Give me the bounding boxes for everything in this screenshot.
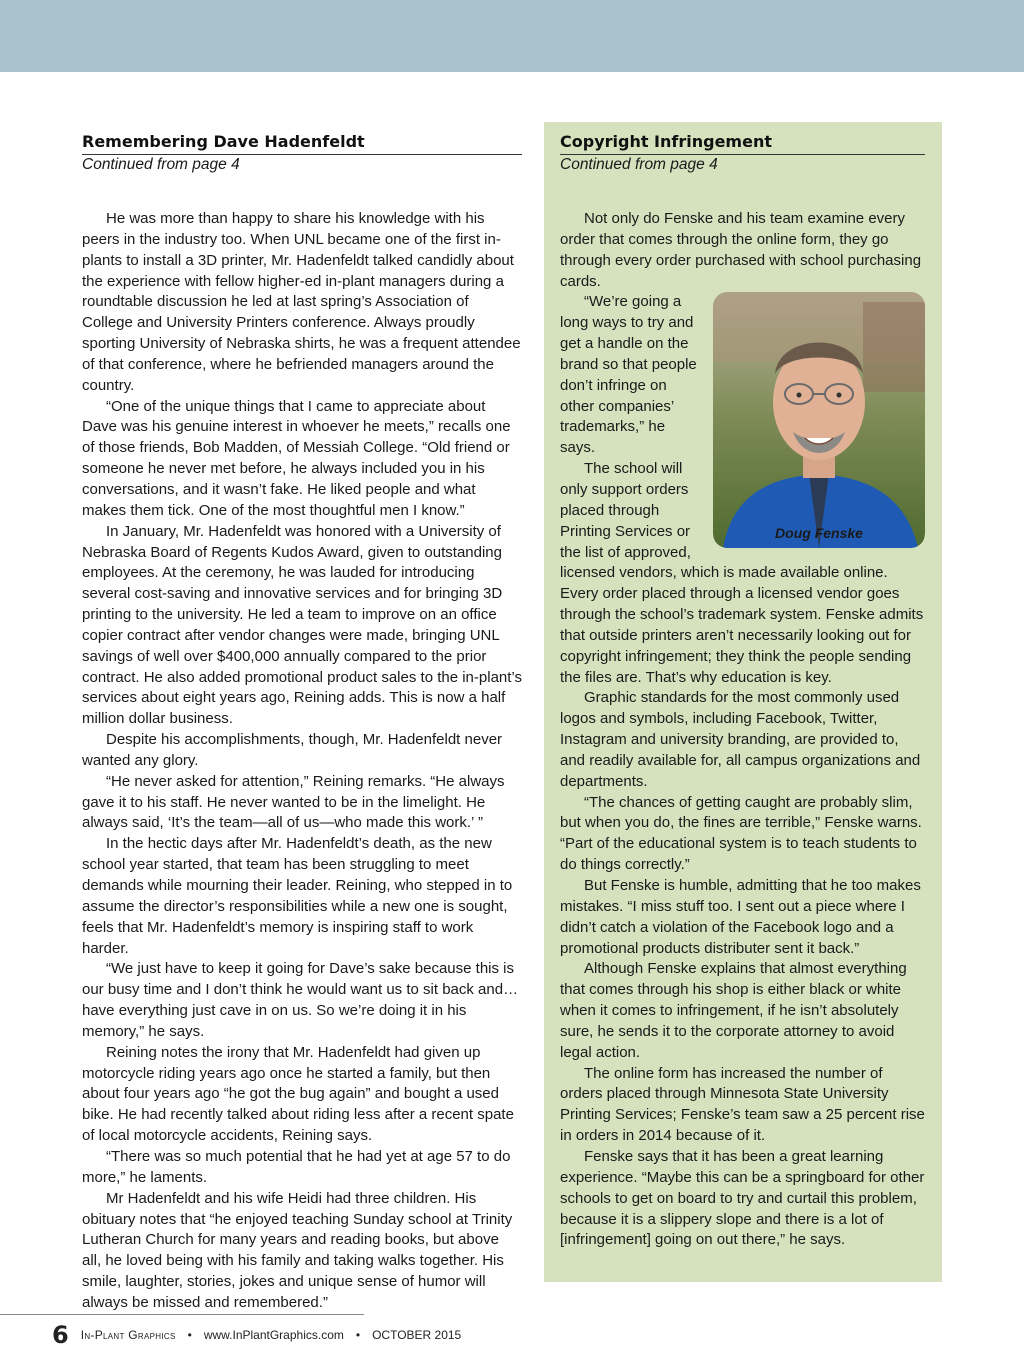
magazine-name: In-Plant Graphics (80, 1328, 176, 1342)
right-paragraph: “We’re going a long ways to try and get a handle on the brand so that people don’t infringe on other companies’ trademarks,” he says. (560, 293, 697, 457)
left-article-continued: Continued from page 4 (82, 154, 522, 177)
left-paragraph: “There was so much potential that he had yet at age 57 to do more,” he laments. (82, 1147, 511, 1186)
right-article-body (560, 209, 925, 1251)
website-link[interactable]: www.InPlantGraphics.com (203, 1328, 344, 1342)
left-paragraph: Despite his accomplishments, though, Mr. Hadenfeldt never wanted any glory. (82, 731, 503, 769)
top-color-band (0, 0, 1024, 72)
portrait-photo (713, 292, 925, 548)
left-article-body (82, 209, 522, 1314)
left-paragraph: “We just have to keep it going for Dave’s sake because this is our busy time and I don’t think he would want us to sit back and…have everything just cave in on us. So we’re doing it in his memory,” he says. (82, 960, 519, 1040)
right-article-title: Copyright Infringement (560, 132, 772, 151)
left-paragraph: In January, Mr. Hadenfeldt was honored with a University of Nebraska Board of Regents Kudos Award, given to outstanding employees. At the ceremony, he was lauded for introducing several cost-saving and innovative services and for bringing 3D printing to the university. He led a team to improve on an office copier contract after vendor changes were made, bringing UNL savings of well over $400,000 annually compared to the prior contract. He also added promotional product sales to the in-plant’s services about eight years ago, Reining adds. This is now a half million dollar business. (82, 522, 522, 728)
right-article-continued: Continued from page 4 (560, 154, 925, 177)
right-paragraph: “The chances of getting caught are probably slim, but when you do, the fines are terrible,” Fenske warns. “Part of the educational system is to teach students to do things correctly.” (560, 793, 922, 874)
left-paragraph: Mr Hadenfeldt and his wife Heidi had three children. His obituary notes that “he enjoyed teaching Sunday school at Trinity Lutheran Church for many years and reading books, but above all, he loved being with his family and taking walks together. His smile, laughter, stories, jokes and unique sense of humor will always be missed and remembered.” (82, 1189, 513, 1311)
page-number: 6 (52, 1321, 69, 1349)
page-footer (52, 1320, 461, 1350)
right-article (560, 130, 925, 1251)
right-paragraph: Fenske says that it has been a great learning experience. “Maybe this can be a springboard for other schools to get on board to try and curtail this problem, because it is a slippery slope and there is a lot of [infringement] going on out there,” he says. (560, 1147, 925, 1249)
left-article (82, 130, 522, 1314)
left-paragraph: Reining notes the irony that Mr. Hadenfeldt had given up motorcycle riding years ago once he started a family, but then about four years ago “he got the bug again” and bought a used bike. He had recently talked about riding less after a recent spate of local motorcycle accidents, Reining says. (82, 1043, 514, 1145)
issue-date: OCTOBER 2015 (372, 1328, 462, 1342)
left-paragraph: “One of the unique things that I came to appreciate about Dave was his genuine interest in whoever he meets,” recalls one of those friends, Bob Madden, of Messiah College. “Old friend or someone he never met before, he always included you in his conversations, and it wasn’t fake. He liked people and what makes them tick. One of the most thoughtful men I know.” (82, 397, 511, 519)
footer-rule (0, 1314, 364, 1315)
right-paragraph: But Fenske is humble, admitting that he too makes mistakes. “I miss stuff too. I sent out a piece where I didn’t catch a violation of the Facebook logo and a promotional products distributer sent it back.” (560, 877, 921, 957)
portrait-illustration (713, 292, 925, 548)
left-paragraph: He was more than happy to share his knowledge with his peers in the industry too. When UNL became one of the first in-plants to install a 3D printer, Mr. Hadenfeldt talked candidly about the experience with fellow higher-ed in-plant managers during a roundtable discussion he led at last spring’s Association of College and University Printers conference. Always proudly sporting University of Nebraska shirts, he was a frequent attendee of that conference, where he befriended managers around the country. (82, 210, 521, 394)
footer-bullet: • (355, 1328, 361, 1342)
right-paragraph: The online form has increased the number of orders placed through Minnesota State University Printing Services; Fenske’s team saw a 25 percent rise in orders in 2014 because of it. (560, 1064, 925, 1145)
left-paragraph: “He never asked for attention,” Reining remarks. “He always gave it to his staff. He never wanted to be in the limelight. He always said, ‘It’s the team—all of us—who made this work.’ ” (82, 772, 505, 832)
footer-bullet: • (187, 1328, 192, 1342)
left-paragraph: In the hectic days after Mr. Hadenfeldt’s death, as the new school year started, that team has been struggling to meet demands while mourning their leader. Reining, who stepped in to assume the director’s responsibilities while a new one is sought, feels that Mr. Hadenfeldt’s memory is inspiring staff to work harder. (82, 835, 513, 957)
right-paragraph: Not only do Fenske and his team examine every order that comes through the online form, they go through every order purchased with school purchasing cards. (560, 210, 922, 290)
right-paragraph: Although Fenske explains that almost everything that comes through his shop is either black or white when it comes to infringement, if he isn’t absolutely sure, he sends it to the corporate attorney to avoid legal action. (560, 960, 907, 1061)
right-paragraph: The school will only support orders placed through Printing Services or the list of approved, licensed vendors, which is made available online. Every order placed through a licensed vendor goes through the school’s trademark system. Fenske admits that outside printers aren’t necessarily looking out for copyright infringement; they think the people sending the files are. That’s why education is key. (560, 460, 924, 686)
left-article-title: Remembering Dave Hadenfeldt (82, 132, 365, 151)
right-paragraph: Graphic standards for the most commonly used logos and symbols, including Facebook, Twitter, Instagram and university branding, are provided to, and readily available for, all campus organizations and departments. (560, 689, 921, 790)
photo-caption: Doug Fenske (775, 525, 863, 542)
